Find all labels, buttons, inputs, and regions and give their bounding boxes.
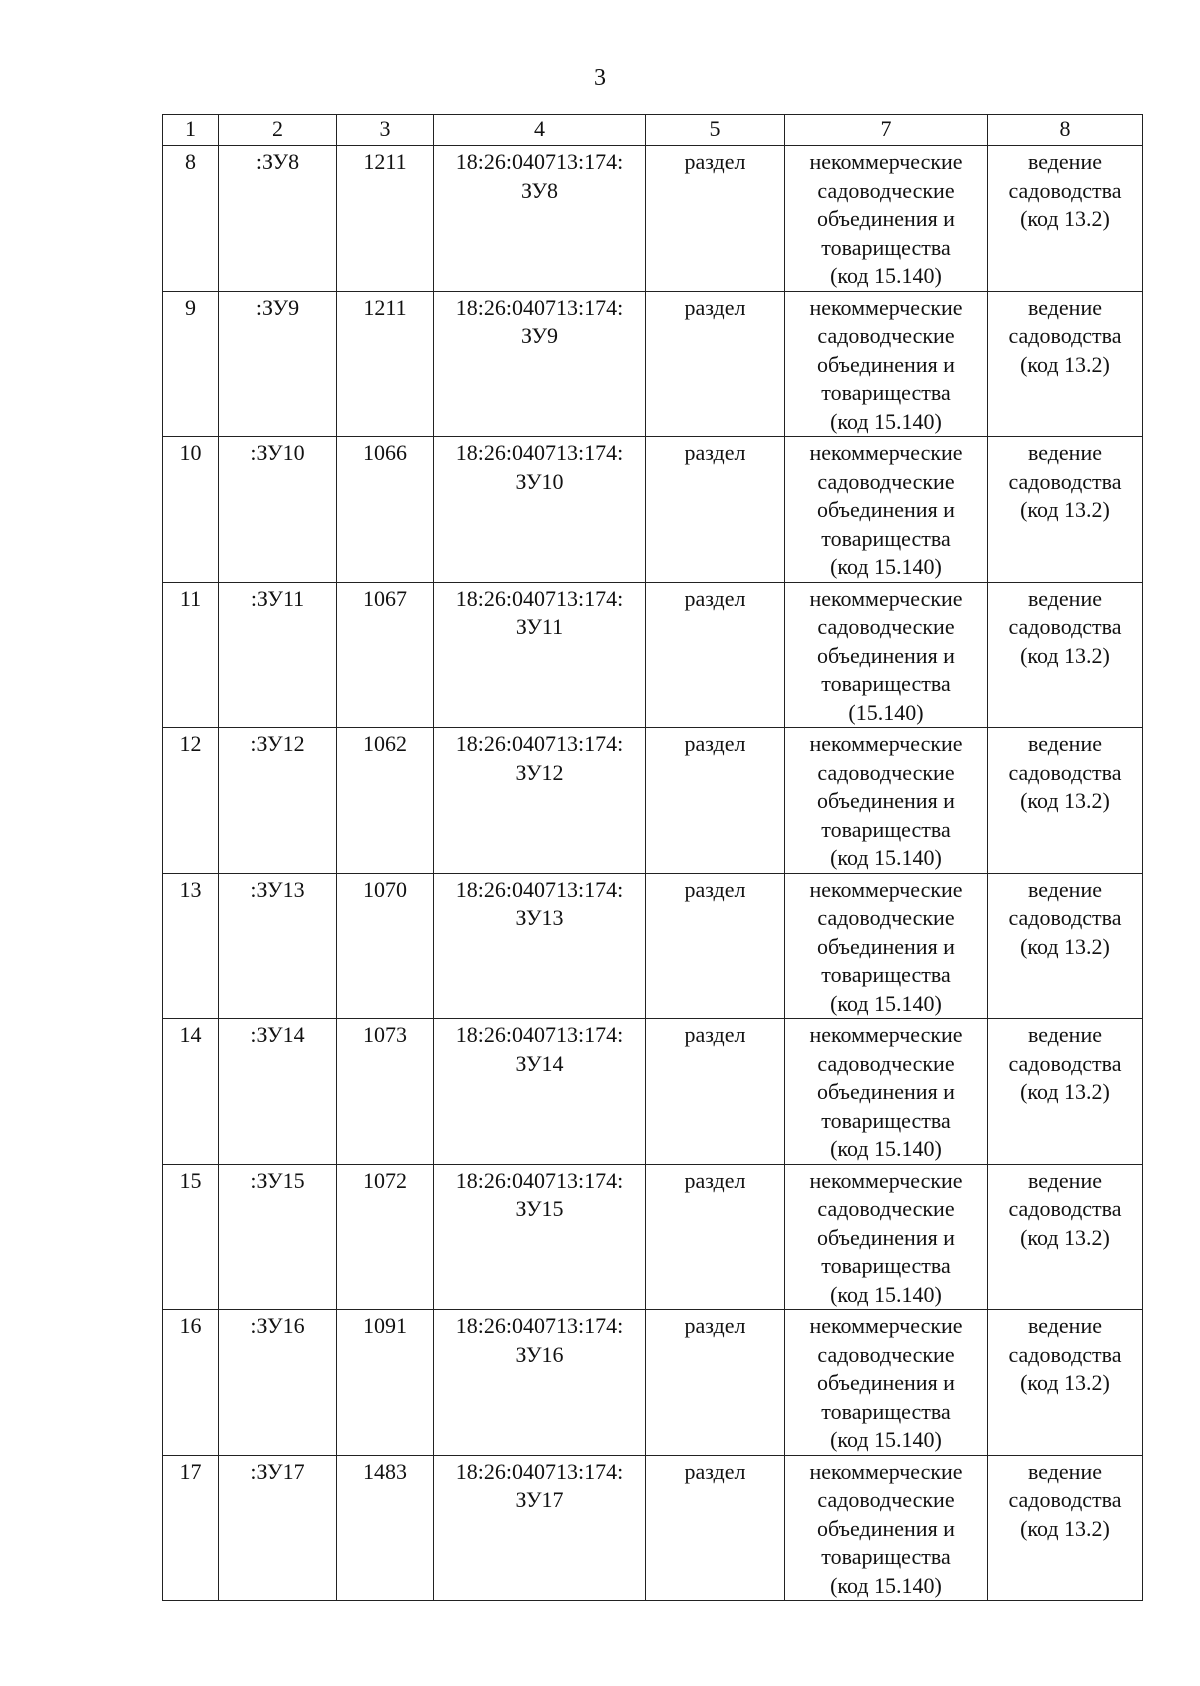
area-cell: 1067 [337, 582, 434, 728]
plot-designation-cell: :ЗУ13 [219, 873, 337, 1019]
existing-use-cell: некоммерческие садоводческие объединения и товарищества (код 15.140) [785, 728, 988, 874]
formation-method-cell: раздел [646, 1455, 785, 1601]
cadastral-number-cell: 18:26:040713:174: ЗУ15 [434, 1164, 646, 1310]
existing-use-cell: некоммерческие садоводческие объединения и товарищества (15.140) [785, 582, 988, 728]
table-row [163, 1455, 1143, 1601]
existing-use-cell: некоммерческие садоводческие объединения и товарищества (код 15.140) [785, 1455, 988, 1601]
formation-method-cell: раздел [646, 1310, 785, 1456]
existing-use-cell: некоммерческие садоводческие объединения и товарищества (код 15.140) [785, 873, 988, 1019]
row-number-cell: 17 [163, 1455, 219, 1601]
col-7-header: 7 [785, 115, 988, 146]
permitted-use-cell: ведение садоводства (код 13.2) [988, 873, 1143, 1019]
existing-use-cell: некоммерческие садоводческие объединения и товарищества (код 15.140) [785, 1019, 988, 1165]
formation-method-cell: раздел [646, 291, 785, 437]
table-row [163, 291, 1143, 437]
table-row [163, 1019, 1143, 1165]
land-plots-table [162, 114, 1143, 1601]
plot-designation-cell: :ЗУ9 [219, 291, 337, 437]
table-row [163, 1310, 1143, 1456]
plot-designation-cell: :ЗУ14 [219, 1019, 337, 1165]
area-cell: 1066 [337, 437, 434, 583]
col-5-header: 5 [646, 115, 785, 146]
formation-method-cell: раздел [646, 1164, 785, 1310]
permitted-use-cell: ведение садоводства (код 13.2) [988, 1310, 1143, 1456]
permitted-use-cell: ведение садоводства (код 13.2) [988, 146, 1143, 292]
table-row [163, 146, 1143, 292]
row-number-cell: 15 [163, 1164, 219, 1310]
table-body [163, 146, 1143, 1601]
area-cell: 1072 [337, 1164, 434, 1310]
cadastral-number-cell: 18:26:040713:174: ЗУ9 [434, 291, 646, 437]
area-cell: 1483 [337, 1455, 434, 1601]
area-cell: 1211 [337, 146, 434, 292]
row-number-cell: 13 [163, 873, 219, 1019]
table-row [163, 582, 1143, 728]
row-number-cell: 10 [163, 437, 219, 583]
area-cell: 1091 [337, 1310, 434, 1456]
col-3-header: 3 [337, 115, 434, 146]
table-row [163, 873, 1143, 1019]
page-number: 3 [594, 65, 606, 91]
formation-method-cell: раздел [646, 1019, 785, 1165]
table-row [163, 1164, 1143, 1310]
table-row [163, 728, 1143, 874]
plot-designation-cell: :ЗУ16 [219, 1310, 337, 1456]
area-cell: 1070 [337, 873, 434, 1019]
plot-designation-cell: :ЗУ15 [219, 1164, 337, 1310]
existing-use-cell: некоммерческие садоводческие объединения и товарищества (код 15.140) [785, 437, 988, 583]
formation-method-cell: раздел [646, 728, 785, 874]
col-4-header: 4 [434, 115, 646, 146]
table-row [163, 437, 1143, 583]
row-number-cell: 16 [163, 1310, 219, 1456]
existing-use-cell: некоммерческие садоводческие объединения и товарищества (код 15.140) [785, 1310, 988, 1456]
col-8-header: 8 [988, 115, 1143, 146]
area-cell: 1073 [337, 1019, 434, 1165]
existing-use-cell: некоммерческие садоводческие объединения и товарищества (код 15.140) [785, 291, 988, 437]
plot-designation-cell: :ЗУ17 [219, 1455, 337, 1601]
col-1-header: 1 [163, 115, 219, 146]
cadastral-number-cell: 18:26:040713:174: ЗУ13 [434, 873, 646, 1019]
existing-use-cell: некоммерческие садоводческие объединения и товарищества (код 15.140) [785, 146, 988, 292]
area-cell: 1211 [337, 291, 434, 437]
plot-designation-cell: :ЗУ10 [219, 437, 337, 583]
cadastral-number-cell: 18:26:040713:174: ЗУ10 [434, 437, 646, 583]
formation-method-cell: раздел [646, 437, 785, 583]
permitted-use-cell: ведение садоводства (код 13.2) [988, 728, 1143, 874]
existing-use-cell: некоммерческие садоводческие объединения и товарищества (код 15.140) [785, 1164, 988, 1310]
area-cell: 1062 [337, 728, 434, 874]
cadastral-number-cell: 18:26:040713:174: ЗУ17 [434, 1455, 646, 1601]
permitted-use-cell: ведение садоводства (код 13.2) [988, 1019, 1143, 1165]
permitted-use-cell: ведение садоводства (код 13.2) [988, 582, 1143, 728]
permitted-use-cell: ведение садоводства (код 13.2) [988, 291, 1143, 437]
cadastral-number-cell: 18:26:040713:174: ЗУ14 [434, 1019, 646, 1165]
formation-method-cell: раздел [646, 146, 785, 292]
row-number-cell: 8 [163, 146, 219, 292]
cadastral-number-cell: 18:26:040713:174: ЗУ11 [434, 582, 646, 728]
plot-designation-cell: :ЗУ12 [219, 728, 337, 874]
cadastral-number-cell: 18:26:040713:174: ЗУ16 [434, 1310, 646, 1456]
plot-designation-cell: :ЗУ11 [219, 582, 337, 728]
row-number-cell: 11 [163, 582, 219, 728]
plot-designation-cell: :ЗУ8 [219, 146, 337, 292]
cadastral-number-cell: 18:26:040713:174: ЗУ12 [434, 728, 646, 874]
col-2-header: 2 [219, 115, 337, 146]
cadastral-number-cell: 18:26:040713:174: ЗУ8 [434, 146, 646, 292]
table-header [163, 115, 1143, 146]
row-number-cell: 14 [163, 1019, 219, 1165]
permitted-use-cell: ведение садоводства (код 13.2) [988, 1164, 1143, 1310]
row-number-cell: 9 [163, 291, 219, 437]
permitted-use-cell: ведение садоводства (код 13.2) [988, 1455, 1143, 1601]
header-row [163, 115, 1143, 146]
formation-method-cell: раздел [646, 582, 785, 728]
row-number-cell: 12 [163, 728, 219, 874]
formation-method-cell: раздел [646, 873, 785, 1019]
permitted-use-cell: ведение садоводства (код 13.2) [988, 437, 1143, 583]
